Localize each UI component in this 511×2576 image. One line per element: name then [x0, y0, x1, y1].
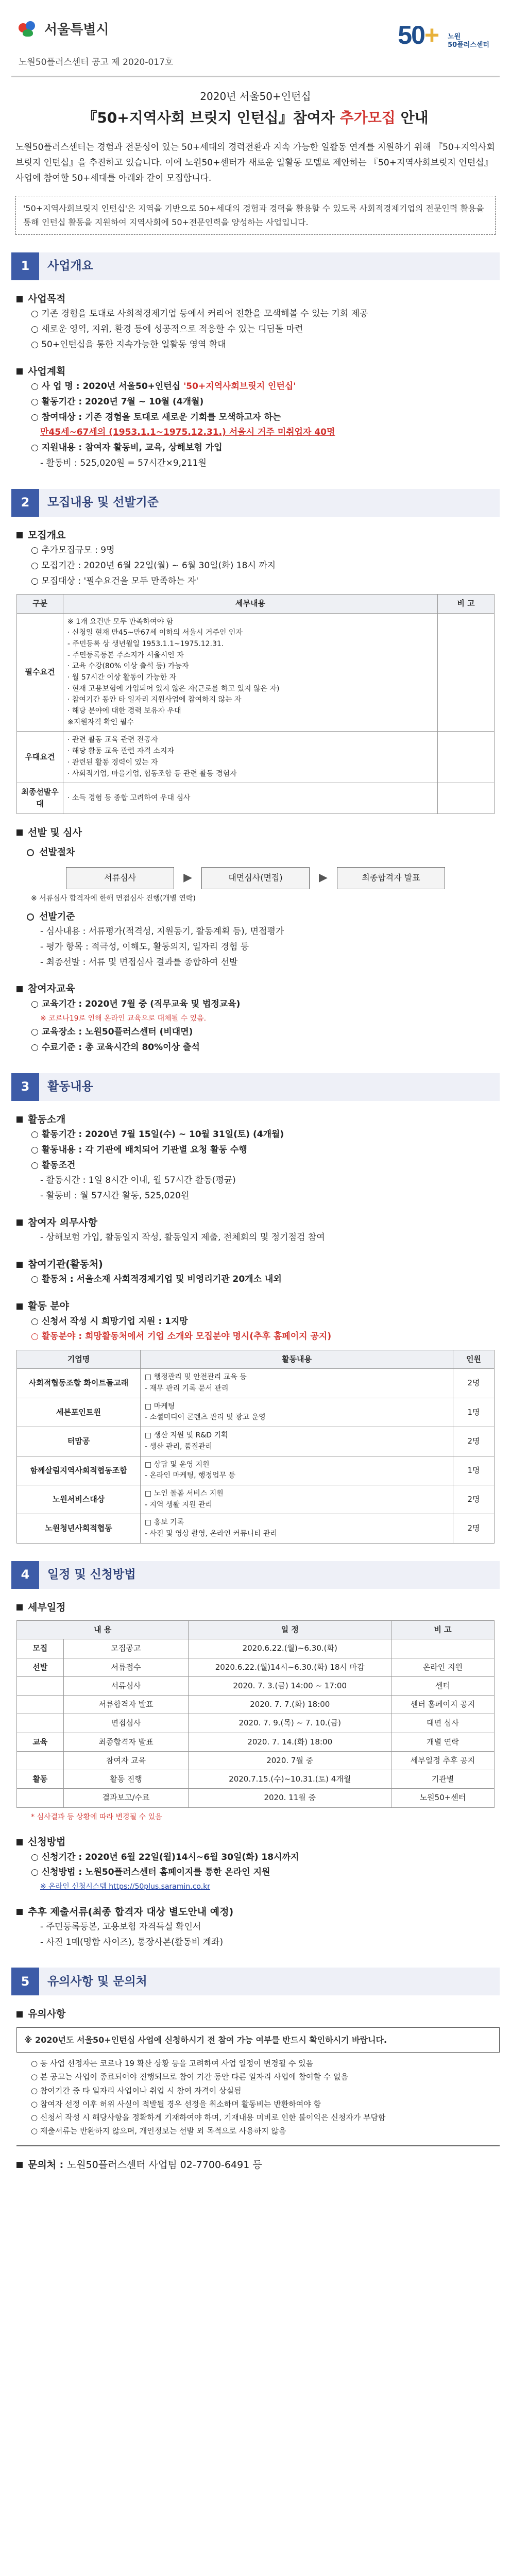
table-cell: 2020. 7. 3.(금) 14:00 ~ 17:00 — [189, 1676, 391, 1695]
table-cell: 2020.6.22.(월)14시~6.30.(화) 18시 마감 — [189, 1658, 391, 1676]
table-cell: 2명 — [453, 1427, 495, 1456]
activity-line: ○ 활동조건 — [31, 1160, 76, 1171]
plan-name: ○ 사 업 명 : 2020년 서울50+인턴십 '50+지역사회브릿지 인턴십' — [31, 381, 296, 392]
table-cell: 1명 — [453, 1398, 495, 1427]
table-header: 인원 — [453, 1350, 495, 1369]
table-cell: 면접심사 — [63, 1714, 189, 1733]
apply-link[interactable]: ※ 온라인 신청시스템 https://50plus.saramin.co.kr — [40, 1883, 211, 1891]
table-row — [17, 613, 495, 732]
section-label: 활동내용 — [47, 1079, 93, 1093]
criteria-line: - 평가 항목 : 적극성, 이해도, 활동의지, 일자리 경험 등 — [40, 941, 249, 952]
table-cell: 센터 — [391, 1676, 495, 1695]
subheading-apply: 신청방법 — [11, 1835, 500, 1850]
table-cell — [438, 613, 495, 732]
org-name: 서울특별시 — [44, 22, 109, 38]
table-cell: 서류접수 — [63, 1658, 189, 1676]
table-header: 비 고 — [438, 595, 495, 613]
table-cell: 2020.6.22.(월)~6.30.(화) — [189, 1639, 391, 1658]
schedule-table — [16, 1620, 495, 1808]
section-label: 유의사항 및 문의처 — [47, 1974, 147, 1988]
table-row — [17, 1427, 495, 1456]
section-number: 3 — [11, 1073, 39, 1101]
field-line: ○ 활동분야 : 희망활동처에서 기업 소개와 모집분야 명시(추후 홈페이지 공지) — [31, 1331, 332, 1342]
schedule-note: * 심사결과 등 상황에 따라 변경될 수 있음 — [31, 1812, 162, 1821]
orgs-line: ○ 활동처 : 서울소재 사회적경제기업 및 비영리기관 20개소 내외 — [31, 1274, 282, 1285]
arrow-right-icon: ▶ — [319, 871, 328, 885]
section-number: 2 — [11, 489, 39, 517]
section-label: 모집내용 및 선발기준 — [47, 495, 159, 509]
table-cell: 서류합격자 발표 — [63, 1696, 189, 1714]
table-cell: 모집 — [17, 1639, 64, 1658]
table-cell: 우대요건 — [17, 732, 63, 783]
duty-line: - 상해보험 가입, 활동일지 작성, 활동일지 제출, 전체회의 및 정기점검 참여 — [40, 1232, 325, 1243]
table-cell: 2명 — [453, 1369, 495, 1398]
table-cell: 2020. 11월 중 — [189, 1789, 391, 1807]
table-cell — [17, 1676, 64, 1695]
table-header: 활동내용 — [141, 1350, 453, 1369]
table-cell: · 소득 경험 등 종합 고려하여 우대 심사 — [63, 783, 438, 814]
table-cell: □ 상담 및 운영 지원 - 온라인 마케팅, 행정업무 등 — [141, 1456, 453, 1485]
table-cell: 최종합격자 발표 — [63, 1733, 189, 1751]
table-row — [17, 1456, 495, 1485]
section-label: 일정 및 신청방법 — [47, 1567, 136, 1581]
edu-note: ※ 코로나19로 인해 온라인 교육으로 대체될 수 있음. — [40, 1014, 207, 1023]
seoul-mark-icon — [19, 21, 39, 39]
subheading-field: 활동 분야 — [11, 1299, 500, 1314]
caution-item: ○ 참여자 선정 이후 허위 사실이 적발될 경우 선정을 취소하며 활동비는 반환하여야 함 — [31, 2099, 321, 2109]
table-cell: 2020. 7. 7.(화) 18:00 — [189, 1696, 391, 1714]
recruit-size: ○ 추가모집규모 : 9명 — [31, 545, 115, 556]
title-year: 2020년 서울50+인턴십 — [200, 90, 311, 103]
table-cell: 온라인 지원 — [391, 1658, 495, 1676]
table-cell — [17, 1789, 64, 1807]
activity-line: - 활동시간 : 1일 8시간 이내, 월 57시간 활동(평균) — [40, 1175, 236, 1186]
notice-title-block — [11, 77, 500, 129]
table-cell: 노원청년사회적협동 — [17, 1514, 141, 1543]
table-cell: 2명 — [453, 1485, 495, 1514]
table-row — [17, 1485, 495, 1514]
subheading-purpose: 사업목적 — [11, 292, 500, 307]
table-row — [17, 732, 495, 783]
table-cell — [17, 1751, 64, 1770]
caution-item: ○ 신청서 작성 시 해당사항을 정확하게 기재하여야 하며, 기재내용 미비로 인한 불이익은 신청자가 부담함 — [31, 2113, 386, 2123]
subheading-orgs: 참여기관(활동처) — [11, 1257, 500, 1272]
plan-pay: - 활동비 : 525,020원 = 57시간×9,211원 — [40, 457, 207, 468]
caution-item: ○ 동 사업 선정자는 코로나 19 확산 상황 등을 고려하여 사업 일정이 변경될 수 있음 — [31, 2059, 314, 2069]
subheading-duty: 참여자 의무사항 — [11, 1215, 500, 1230]
recruit-target: ○ 모집대상 : '필수요건을 모두 만족하는 자' — [31, 575, 199, 586]
table-header: 세부내용 — [63, 595, 438, 613]
plan-target: ○ 참여대상 : 기존 경험을 토대로 새로운 기회를 모색하고자 하는 — [31, 412, 281, 422]
criteria-line: - 심사내용 : 서류평가(적격성, 지원동기, 활동계획 등), 면접평가 — [40, 926, 284, 937]
table-cell: 2020. 7월 중 — [189, 1751, 391, 1770]
section-header-caution — [11, 1968, 500, 1995]
subheading-activity-intro: 활동소개 — [11, 1112, 500, 1127]
table-cell: □ 생산 지원 및 R&D 기획 - 생산 관리, 품질관리 — [141, 1427, 453, 1456]
table-cell: 결과보고/수료 — [63, 1789, 189, 1807]
table-cell: 활동 진행 — [63, 1770, 189, 1789]
center-logo-mark: 50+ — [398, 21, 439, 49]
arrow-right-icon: ▶ — [183, 871, 192, 885]
apply-line: ○ 신청기간 : 2020년 6월 22일(월)14시~6월 30일(화) 18시까지 — [31, 1852, 299, 1862]
table-cell: 필수요건 — [17, 613, 63, 732]
table-cell: 함께살림지역사회적협동조합 — [17, 1456, 141, 1485]
docs-line: - 주민등록등본, 고용보험 자격득실 확인서 — [40, 1921, 201, 1932]
plan-target-detail: 만45세~67세의 (1953.1.1~1975.12.31.) 서울시 거주 미취업자 40명 — [40, 427, 335, 438]
table-header: 내 용 — [17, 1621, 189, 1639]
section-number: 5 — [11, 1968, 39, 1995]
table-cell — [17, 1696, 64, 1714]
table-cell: 기관별 — [391, 1770, 495, 1789]
caution-item: ○ 제출서류는 반환하지 않으며, 개인정보는 선발 외 목적으로 사용하지 않음 — [31, 2126, 286, 2136]
subheading-caution: 유의사항 — [11, 2007, 500, 2022]
subheading-schedule: 세부일정 — [11, 1600, 500, 1615]
edu-place: ○ 교육장소 : 노원50플러스센터 (비대면) — [31, 1027, 193, 1038]
section-number: 1 — [11, 252, 39, 280]
table-cell: 서류심사 — [63, 1676, 189, 1695]
table-row — [17, 1696, 495, 1714]
table-cell — [438, 732, 495, 783]
table-cell: ※ 1개 요건만 모두 만족하여야 함 · 신청일 현재 만45~만67세 이하의 서울시 거주인 인자 - 주민등록 상 생년월일 1953.1.1~1975.12.31. - 주민등록등본 주소지가 서울시인 자 · 교육 수강(80% 이상 출석 등) 가능자 · 월 57시간 이상 활동이 가능한 자 · 현재 고용보험에 가입되어 있지 않은 자(근로를 하고 있지 않은 자) · 참여기간 동안 타 일자리 지원사업에 참여하지 않는 자 · 해당 분야에 대한 경력 보유자 우대 ※지원자격 확인 필수 — [63, 613, 438, 732]
center-logo — [398, 15, 489, 56]
subheading-criteria: 선발기준 — [11, 910, 500, 924]
flow-step: 서류심사 — [66, 867, 174, 889]
apply-line: ○ 신청방법 : 노원50플러스센터 홈페이지를 통한 온라인 지원 — [31, 1867, 270, 1878]
activity-line: - 활동비 : 월 57시간 활동, 525,020원 — [40, 1191, 190, 1201]
docs-line: - 사진 1매(명함 사이즈), 통장사본(활동비 계좌) — [40, 1937, 224, 1947]
table-cell: 선발 — [17, 1658, 64, 1676]
table-row — [17, 1770, 495, 1789]
table-cell — [391, 1639, 495, 1658]
subheading-education: 참여자교육 — [11, 981, 500, 996]
edu-period: ○ 교육기간 : 2020년 7월 중 (직무교육 및 법정교육) — [31, 998, 241, 1009]
table-cell: 최종선발우대 — [17, 783, 63, 814]
purpose-line: ○ 새로운 영역, 지위, 환경 등에 성공적으로 적응할 수 있는 디딤돌 마련 — [31, 324, 303, 335]
criteria-table — [16, 594, 495, 814]
table-cell: □ 노인 돌봄 서비스 지원 - 지역 생활 지원 관리 — [141, 1485, 453, 1514]
table-row — [17, 1639, 495, 1658]
table-cell: 2020. 7. 9.(목) ~ 7. 10.(금) — [189, 1714, 391, 1733]
criteria-line: - 최종선발 : 서류 및 면접심사 결과를 종합하여 선발 — [40, 957, 238, 968]
table-cell: 대면 심사 — [391, 1714, 495, 1733]
subheading-contact: 문의처 : 노원50플러스센터 사업팀 02-7700-6491 등 — [11, 2158, 500, 2173]
flow-note: ※ 서류심사 합격자에 한해 면접심사 진행(개별 연락) — [31, 894, 196, 903]
table-cell: □ 홍보 기록 - 사진 및 영상 촬영, 온라인 커뮤니티 관리 — [141, 1514, 453, 1543]
notice-number: 노원50플러스센터 공고 제 2020-017호 — [19, 57, 174, 67]
subheading-procedure: 선발절차 — [11, 845, 500, 860]
seoul-logo — [19, 20, 109, 40]
edu-criteria: ○ 수료기준 : 총 교육시간의 80%이상 출석 — [31, 1042, 200, 1053]
table-row — [17, 1676, 495, 1695]
recruit-period: ○ 모집기간 : 2020년 6월 22일(월) ~ 6월 30일(화) 18시 까지 — [31, 560, 276, 571]
table-cell: 개별 연락 — [391, 1733, 495, 1751]
table-row — [17, 1789, 495, 1807]
caution-item: ○ 본 공고는 사업이 종료되어야 진행되므로 참여 기간 동안 다른 일자리 사업에 참여할 수 없음 — [31, 2072, 348, 2082]
divider — [16, 2145, 500, 2146]
table-header: 기업명 — [17, 1350, 141, 1369]
table-cell: 세븐포인트원 — [17, 1398, 141, 1427]
section-number: 4 — [11, 1561, 39, 1589]
table-row — [17, 1714, 495, 1733]
caution-box: ※ 2020년도 서울50+인턴십 사업에 신청하시기 전 참여 가능 여부를 반드시 확인하시기 바랍니다. — [16, 2027, 500, 2053]
table-cell — [438, 783, 495, 814]
center-logo-text: 노원 50플러스센터 — [448, 33, 489, 49]
section-header-recruit — [11, 489, 500, 517]
table-cell: 사회적협동조합 화이트돌고래 — [17, 1369, 141, 1398]
field-line: ○ 신청서 작성 시 희망기업 지원 : 1지망 — [31, 1316, 188, 1327]
activity-line: ○ 활동내용 : 각 기관에 배치되어 기관별 요청 활동 수행 — [31, 1144, 247, 1155]
intro-text: 노원50플러스센터는 경험과 전문성이 있는 50+세대의 경력전환과 지속 가능한 일활동 연계를 지원하기 위해 『50+지역사회브릿지 인턴십』을 추진하고 있습니다. 이에 노원50+센터가 새로운 일활동 모델로 제안하는 『50+지역사회브릿지 인턴십』 사업에 참여할 50+세대를 아래와 같이 모집합니다. — [15, 142, 495, 183]
table-row — [17, 1658, 495, 1676]
table-header: 구분 — [17, 595, 63, 613]
table-cell: 노원서비스대상 — [17, 1485, 141, 1514]
flow-step: 최종합격자 발표 — [337, 867, 445, 889]
subheading-docs: 추후 제출서류(최종 합격자 대상 별도안내 예정) — [11, 1905, 500, 1920]
section-header-schedule — [11, 1561, 500, 1589]
table-row — [17, 1369, 495, 1398]
table-row — [17, 1514, 495, 1543]
table-cell: 세부일정 추후 공지 — [391, 1751, 495, 1770]
table-cell: 터맘공 — [17, 1427, 141, 1456]
purpose-line: ○ 50+인턴십을 통한 지속가능한 일활동 영역 확대 — [31, 339, 226, 350]
plan-period: ○ 활동기간 : 2020년 7월 ~ 10월 (4개월) — [31, 396, 204, 407]
table-row — [17, 1751, 495, 1770]
table-cell: 2명 — [453, 1514, 495, 1543]
caution-item: ○ 참여기간 중 타 일자리 사업이나 취업 시 참여 자격이 상실됨 — [31, 2086, 242, 2095]
table-cell: · 관련 활동 교육 관련 전공자 · 해당 활동 교육 관련 자격 소지자 · 관련된 활동 경력이 있는 자 · 사회적기업, 마을기업, 협동조합 등 관련 활동 경험자 — [63, 732, 438, 783]
notice-header — [11, 0, 500, 77]
purpose-line: ○ 기존 경험을 토대로 사회적경제기업 등에서 커리어 전환을 모색해볼 수 있는 기회 제공 — [31, 309, 368, 319]
flow-step: 대면심사(면접) — [201, 867, 310, 889]
table-cell: 활동 — [17, 1770, 64, 1789]
table-cell: □ 마케팅 - 소셜미디어 콘텐츠 관리 및 광고 운영 — [141, 1398, 453, 1427]
table-header: 비 고 — [391, 1621, 495, 1639]
subheading-recruit: 모집개요 — [11, 528, 500, 543]
table-cell: 1명 — [453, 1456, 495, 1485]
page-title: 『50+지역사회 브릿지 인턴십』참여자 추가모집 안내 — [82, 109, 429, 126]
table-row — [17, 1733, 495, 1751]
subheading-plan: 사업계획 — [11, 364, 500, 379]
table-row — [17, 1398, 495, 1427]
table-cell: 노원50+센터 — [391, 1789, 495, 1807]
table-cell: 2020. 7. 14.(화) 18:00 — [189, 1733, 391, 1751]
table-cell: 2020.7.15.(수)~10.31.(토) 4개월 — [189, 1770, 391, 1789]
table-cell: □ 행정관리 및 안전관리 교육 등 - 재무 관리 기록 문서 관리 — [141, 1369, 453, 1398]
table-cell: 교육 — [17, 1733, 64, 1751]
selection-flow — [11, 867, 500, 889]
plan-support: ○ 지원내용 : 참여자 활동비, 교육, 상해보험 가입 — [31, 443, 223, 453]
caution-list — [11, 2057, 500, 2138]
contact-line: 노원50플러스센터 사업팀 02-7700-6491 등 — [66, 2159, 262, 2171]
section-label: 사업개요 — [47, 259, 93, 273]
section-header-activity — [11, 1073, 500, 1101]
table-cell: 센터 홈페이지 공지 — [391, 1696, 495, 1714]
section-header-overview — [11, 252, 500, 280]
table-row — [17, 783, 495, 814]
table-cell — [17, 1714, 64, 1733]
table-header: 일 정 — [189, 1621, 391, 1639]
activity-line: ○ 활동기간 : 2020년 7월 15일(수) ~ 10월 31일(토) (4개월) — [31, 1129, 284, 1140]
table-cell: 모집공고 — [63, 1639, 189, 1658]
table-cell: 참여자 교육 — [63, 1751, 189, 1770]
subheading-selection: 선발 및 심사 — [11, 825, 500, 840]
org-table — [16, 1350, 495, 1544]
intro-box: '50+지역사회브릿지 인턴십'은 지역을 기반으로 50+세대의 경험과 경력을 활용할 수 있도록 사회적경제기업의 전문인력 활용을 통해 인턴십 활동을 지원하여 지역사회에 50+전문인력을 양성하는 사업입니다. — [15, 196, 496, 235]
